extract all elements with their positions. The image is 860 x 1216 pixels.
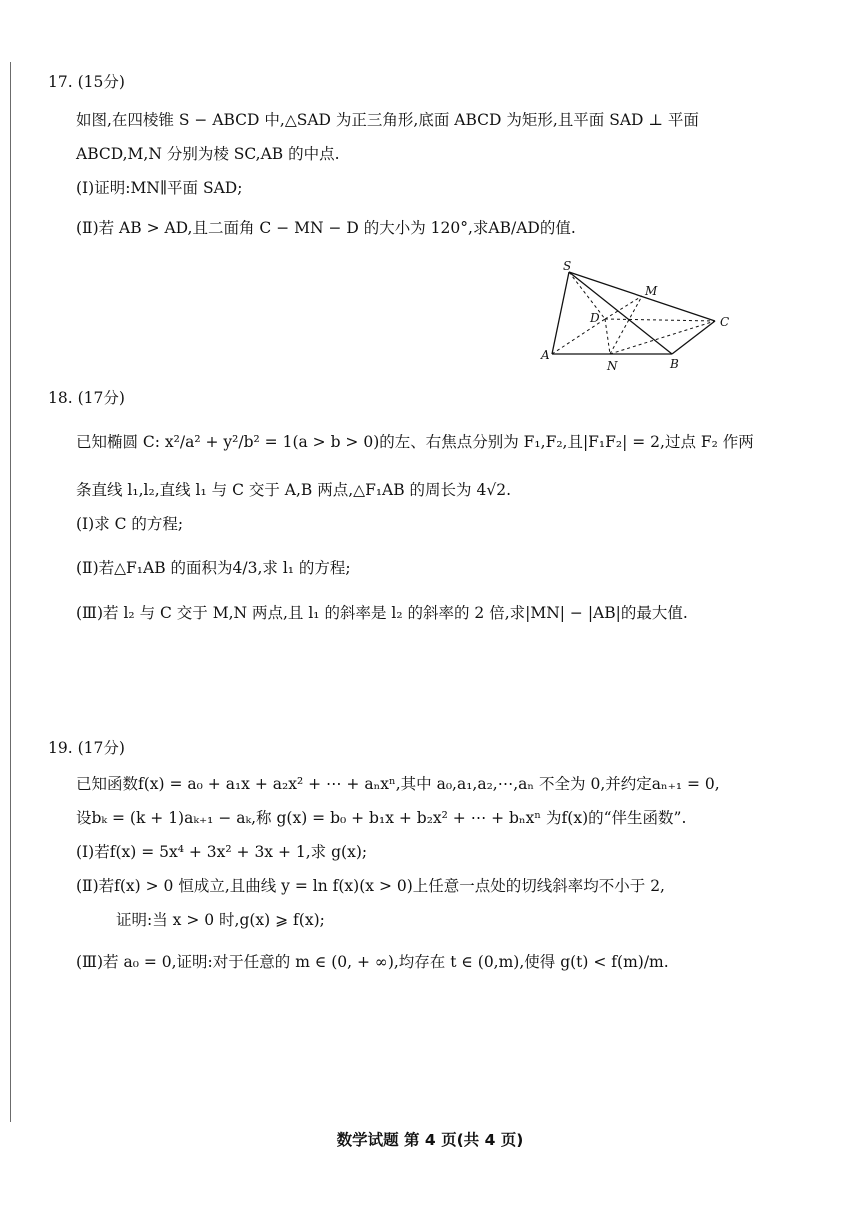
label-N: N bbox=[607, 359, 618, 373]
q17-pyramid-figure bbox=[535, 258, 750, 378]
q19-part2-line1: (Ⅱ)若f(x) > 0 恒成立,且曲线 y = ln f(x)(x > 0)上任意一点处的切线斜率均不小于 2, bbox=[76, 877, 665, 895]
label-A: A bbox=[541, 348, 550, 362]
q19-part3: (Ⅲ)若 a₀ = 0,证明:对于任意的 m ∈ (0, + ∞),均存在 t ∈ (0,m),使得 g(t) < f(m)/m. bbox=[76, 953, 669, 971]
q17-stem-line1: 如图,在四棱锥 S − ABCD 中,△SAD 为正三角形,底面 ABCD 为矩形,且平面 SAD ⊥ 平面 bbox=[76, 111, 699, 129]
q18-stem-line1: 已知椭圆 C: x²/a² + y²/b² = 1(a > b > 0)的左、右焦点分别为 F₁,F₂,且|F₁F₂| = 2,过点 F₂ 作两 bbox=[76, 433, 754, 451]
label-C: C bbox=[720, 315, 730, 329]
edge-SA bbox=[552, 272, 569, 354]
q19-part2-line2: 证明:当 x > 0 时,g(x) ⩾ f(x); bbox=[116, 911, 325, 929]
left-margin-rule bbox=[10, 62, 11, 1122]
edge-BC bbox=[672, 321, 715, 354]
page-footer: 数学试题 第 4 页(共 4 页) bbox=[336, 1131, 524, 1149]
q19-stem-line1: 已知函数f(x) = a₀ + a₁x + a₂x² + ⋯ + aₙxⁿ,其中 a₀,a₁,a₂,⋯,aₙ 不全为 0,并约定aₙ₊₁ = 0, bbox=[76, 775, 720, 793]
q18-header: 18. (17分) bbox=[48, 389, 125, 407]
q18-stem-line2: 条直线 l₁,l₂,直线 l₁ 与 C 交于 A,B 两点,△F₁AB 的周长为 4√2. bbox=[76, 481, 512, 499]
q17-part1: (Ⅰ)证明:MN∥平面 SAD; bbox=[76, 179, 243, 197]
q19-header: 19. (17分) bbox=[48, 739, 125, 757]
edge-DC bbox=[605, 319, 715, 321]
label-S: S bbox=[563, 259, 572, 273]
label-B: B bbox=[670, 357, 679, 371]
q18-part1: (Ⅰ)求 C 的方程; bbox=[76, 515, 184, 533]
q17-header: 17. (15分) bbox=[48, 73, 125, 91]
q17-part2: (Ⅱ)若 AB > AD,且二面角 C − MN − D 的大小为 120°,求AB/AD的值. bbox=[76, 219, 576, 237]
segment-DN bbox=[605, 319, 610, 354]
q18-part3: (Ⅲ)若 l₂ 与 C 交于 M,N 两点,且 l₁ 的斜率是 l₂ 的斜率的 2 倍,求|MN| − |AB|的最大值. bbox=[76, 604, 688, 622]
q17-stem-line2: ABCD,M,N 分别为棱 SC,AB 的中点. bbox=[76, 145, 340, 163]
segment-MN bbox=[610, 296, 642, 354]
q19-stem-line2: 设bₖ = (k + 1)aₖ₊₁ − aₖ,称 g(x) = b₀ + b₁x + b₂x² + ⋯ + bₙxⁿ 为f(x)的“伴生函数”. bbox=[76, 809, 687, 827]
q19-part1: (Ⅰ)若f(x) = 5x⁴ + 3x² + 3x + 1,求 g(x); bbox=[76, 843, 368, 861]
q18-part2: (Ⅱ)若△F₁AB 的面积为4/3,求 l₁ 的方程; bbox=[76, 559, 351, 577]
label-M: M bbox=[645, 284, 658, 298]
label-D: D bbox=[590, 311, 600, 325]
